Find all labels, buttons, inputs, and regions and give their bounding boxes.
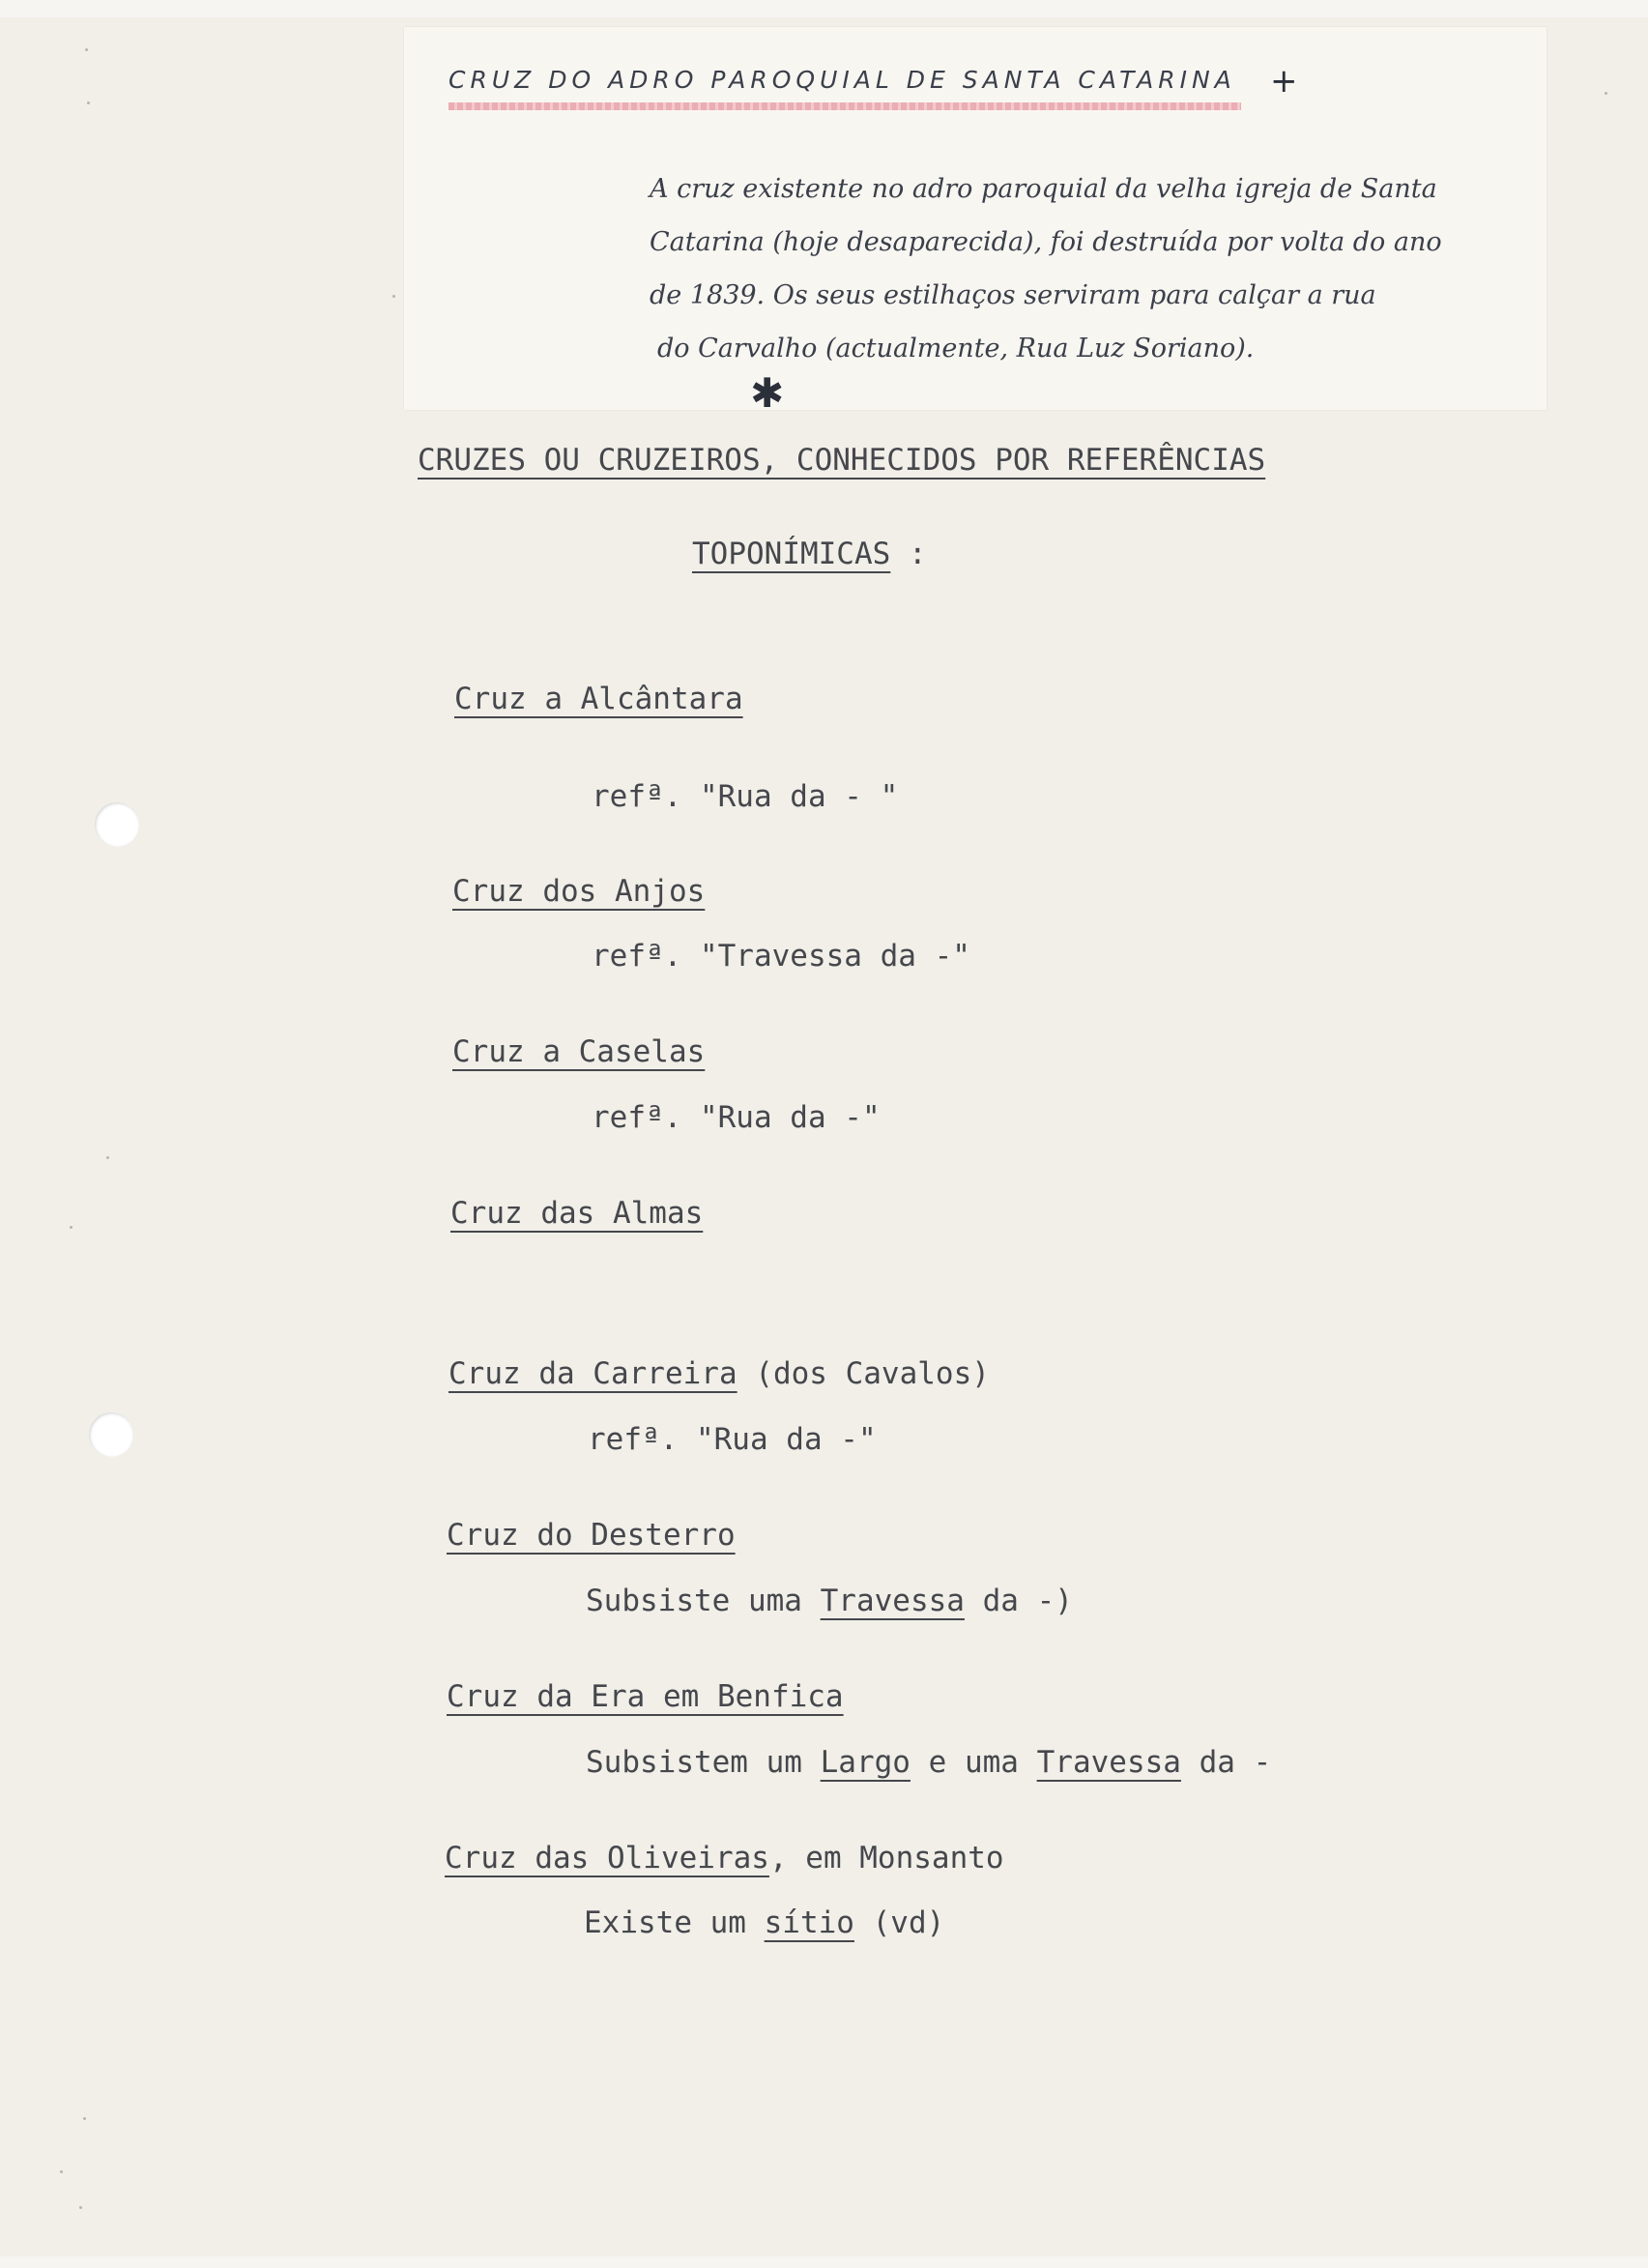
entry-detail: refª. "Rua da -" <box>588 1422 877 1457</box>
entry-detail-text: da - <box>1180 1745 1272 1780</box>
entry-detail-underlined: sítio <box>764 1905 854 1940</box>
heading-line-2 <box>692 537 927 571</box>
entry-name-text: Cruz das Oliveiras <box>445 1841 769 1875</box>
entry-name <box>447 1518 736 1553</box>
paper-speck <box>87 102 90 104</box>
entry-name-text: Cruz das Almas <box>450 1196 704 1231</box>
paper-speck <box>83 2117 86 2120</box>
entry-detail <box>586 1745 1271 1780</box>
note-body <box>650 162 1539 375</box>
note-asterisk: ✱ <box>750 369 785 417</box>
entry-name-text: Cruz a Alcântara <box>454 682 743 716</box>
entry-name-text: Cruz da Era em Benfica <box>447 1679 844 1714</box>
paper-speck <box>392 295 395 298</box>
paper-speck <box>60 2170 63 2173</box>
page-top-edge <box>0 0 1648 17</box>
entry-detail <box>584 1905 944 1940</box>
entry-detail-underlined: Largo <box>820 1745 911 1780</box>
entry-detail-text: e uma <box>910 1745 1037 1780</box>
entry-name-suffix: (dos Cavalos) <box>737 1356 990 1391</box>
note-line: Catarina (hoje desaparecida), foi destruída por volta do ano <box>650 227 1442 257</box>
paper-speck <box>79 2206 82 2209</box>
heading-line-2-suffix: : <box>890 537 927 571</box>
entry-name <box>448 1356 990 1391</box>
entry-name-text: Cruz da Carreira <box>448 1356 737 1391</box>
entry-detail-underlined: Travessa <box>1036 1745 1181 1780</box>
note-title: CRUZ DO ADRO PAROQUIAL DE SANTA CATARINA <box>448 66 1236 94</box>
note-line: de 1839. Os seus estilhaços serviram para calçar a rua <box>650 280 1376 310</box>
paper-speck <box>70 1226 72 1229</box>
entry-name <box>447 1679 844 1714</box>
punch-hole-lower <box>89 1412 133 1457</box>
entry-name <box>452 874 705 909</box>
entry-detail: refª. "Rua da - " <box>592 779 899 814</box>
entry-name <box>445 1841 1004 1875</box>
entry-name-text: Cruz dos Anjos <box>452 874 706 909</box>
entry-detail-text: Subsiste uma <box>586 1584 821 1618</box>
entry-detail-text: (vd) <box>853 1905 945 1940</box>
note-cross-symbol: + <box>1270 62 1298 101</box>
page-bottom-edge <box>0 2256 1648 2268</box>
paper-speck <box>85 48 88 51</box>
entry-detail-text: Subsistem um <box>586 1745 821 1780</box>
heading-line-1-text: CRUZES OU CRUZEIROS, CONHECIDOS POR REFERÊNCIAS <box>418 443 1266 478</box>
paper-speck <box>106 1156 109 1159</box>
entry-detail-text: da -) <box>964 1584 1073 1618</box>
punch-hole-upper <box>95 802 139 847</box>
entry-name <box>450 1196 703 1231</box>
paper-speck <box>1605 92 1607 95</box>
entry-detail-text: Existe um <box>584 1905 765 1940</box>
entry-detail: refª. "Travessa da -" <box>592 939 970 974</box>
entry-detail-underlined: Travessa <box>820 1584 965 1618</box>
entry-name-text: Cruz do Desterro <box>447 1518 736 1553</box>
heading-line-2-text: TOPONÍMICAS <box>692 537 891 571</box>
entry-name <box>454 682 743 716</box>
entry-name-text: Cruz a Caselas <box>452 1034 706 1069</box>
entry-detail: refª. "Rua da -" <box>592 1100 881 1135</box>
entry-detail <box>586 1584 1073 1618</box>
note-title-highlight <box>448 102 1241 110</box>
note-line: A cruz existente no adro paroquial da velha igreja de Santa <box>650 174 1437 204</box>
handwritten-note <box>404 27 1547 417</box>
entry-name-suffix: , em Monsanto <box>768 1841 1004 1875</box>
entry-name <box>452 1034 705 1069</box>
note-line: do Carvalho (actualmente, Rua Luz Soriano). <box>657 334 1255 363</box>
heading-line-1 <box>418 443 1265 478</box>
